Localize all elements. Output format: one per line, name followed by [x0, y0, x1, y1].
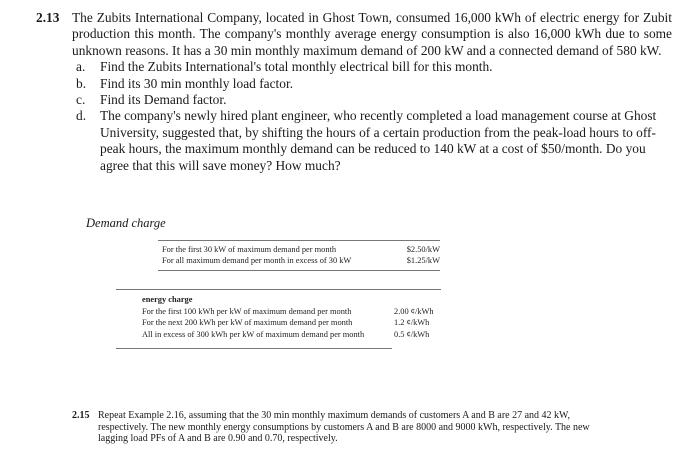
part-letter: c.	[76, 92, 86, 108]
part-letter: b.	[76, 75, 87, 91]
part-text: Find its Demand factor.	[100, 92, 227, 108]
part-letter: d.	[76, 108, 87, 124]
problem-2-13	[36, 10, 672, 174]
demand-table-bottom-rule	[158, 270, 440, 271]
energy-table-bottom-rule	[116, 348, 392, 349]
part-a	[76, 59, 672, 75]
table-row	[158, 255, 440, 266]
energy-table-top-rule	[116, 289, 441, 290]
row-description: For the first 30 kW of maximum demand per month	[162, 245, 337, 254]
row-rate: 2.00 ¢/kWh	[394, 307, 434, 316]
energy-charge-table	[116, 294, 446, 340]
demand-table-top-rule	[158, 240, 440, 241]
row-description: All in excess of 300 kWh per kW of maximum demand per month	[142, 329, 365, 339]
part-text: Find its 30 min monthly load factor.	[100, 75, 294, 91]
problem-2-15	[72, 410, 620, 445]
problem-statement: Repeat Example 2.16, assuming that the 30 min monthly maximum demands of customers A and B are 27 and 42 kW, respectively. The new monthly energy consumptions by customers A and B are 8000 and 9000 kWh, respectively. The new lagging load PFs of A and B are 0.90 and 0.70, respectively.	[98, 410, 590, 445]
part-text: Find the Zubits International's total monthly electrical bill for this month.	[100, 59, 493, 75]
part-d	[76, 108, 672, 174]
demand-charge-title: Demand charge	[86, 216, 166, 230]
part-b	[76, 76, 672, 92]
row-rate: 1.2 ¢/kWh	[394, 318, 430, 328]
energy-charge-title: energy charge	[142, 295, 193, 304]
row-description: For all maximum demand per month in excess of 30 kW	[162, 256, 352, 265]
demand-charge-table	[158, 244, 440, 266]
problem-parts	[76, 59, 672, 174]
table-row	[116, 329, 446, 340]
row-description: For the next 200 kWh per kW of maximum demand per month	[142, 318, 353, 328]
row-description: For the first 100 kWh per kW of maximum demand per month	[142, 307, 352, 316]
table-row	[116, 317, 446, 328]
part-c	[76, 92, 672, 108]
part-text: The company's newly hired plant engineer, who recently completed a load management course at Ghost University, suggested that, by shifting the hours of a certain production from the peak-load hours to off-peak hours, the maximum monthly demand can be reduced to 140 kW at a cost of $50/month. Do you agree that this will save money? How much?	[100, 108, 657, 173]
row-rate: $2.50/kW	[406, 245, 440, 254]
problem-statement: The Zubits International Company, located in Ghost Town, consumed 16,000 kWh of electric energy for Zubit production this month. The company's monthly average energy consumption is also 16,000 kWh due to some unknown reasons. It has a 30 min monthly maximum demand of 200 kW and a connected demand of 580 kW.	[72, 10, 672, 58]
table-row	[116, 306, 446, 317]
problem-number: 2.15	[72, 410, 90, 421]
row-rate: 0.5 ¢/kWh	[394, 329, 430, 339]
table-row	[158, 244, 440, 255]
part-letter: a.	[76, 59, 86, 75]
row-rate: $1.25/kW	[406, 256, 440, 265]
problem-number: 2.13	[36, 10, 60, 25]
